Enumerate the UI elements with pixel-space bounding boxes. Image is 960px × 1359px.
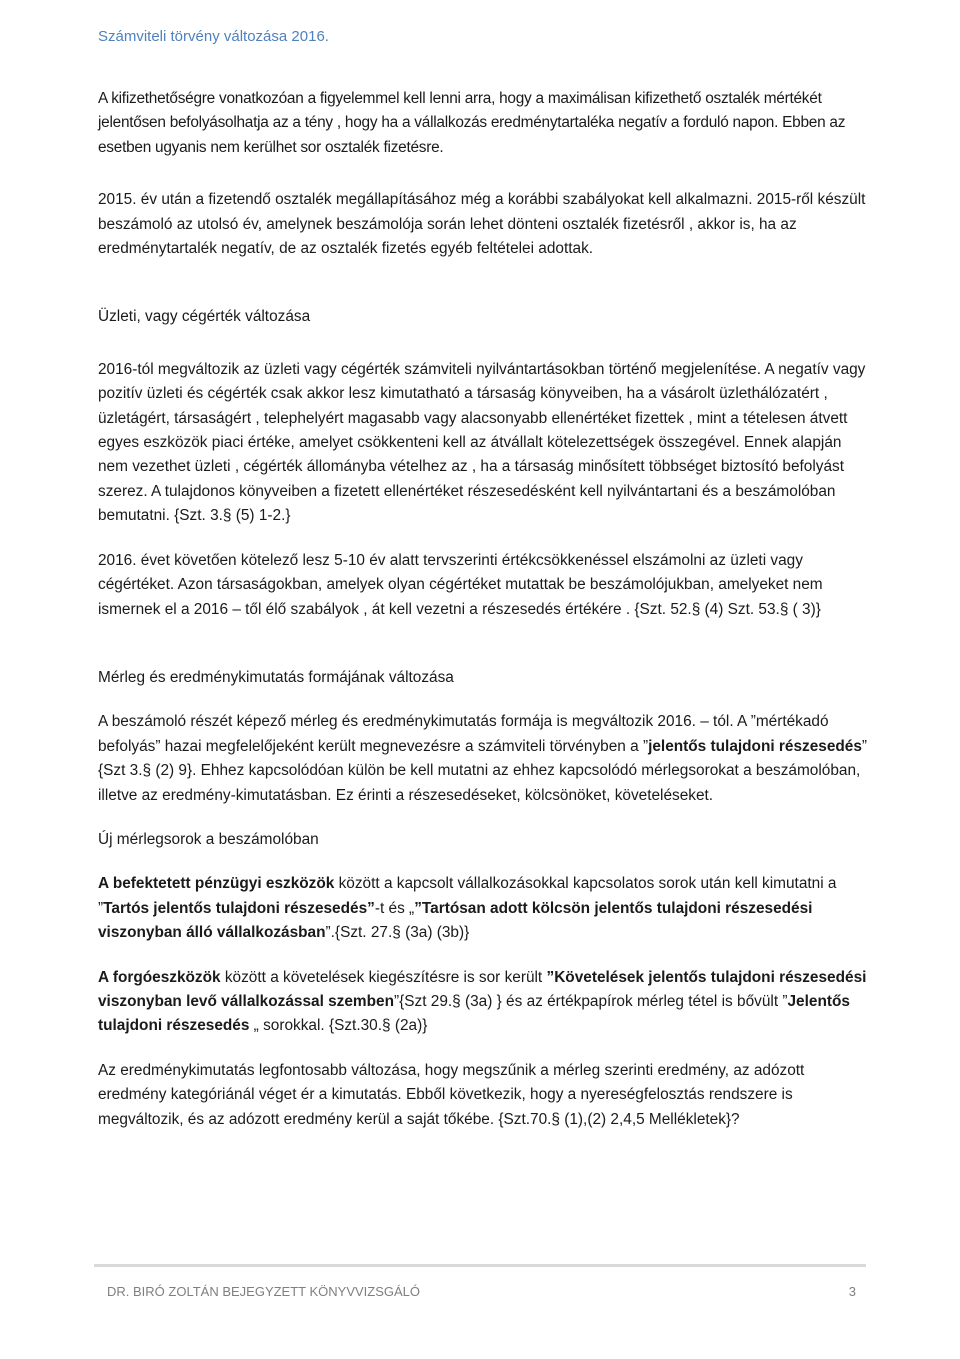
footer-author: DR. BIRÓ ZOLTÁN BEJEGYZETT KÖNYVVIZSGÁLÓ	[107, 1284, 421, 1299]
document-body	[98, 87, 868, 1132]
paragraph-dividend-2015: 2015. év után a fizetendő osztalék megállapításához még a korábbi szabályokat kell alkalmazni. 2015-ről készült beszámoló az utolsó év, amelynek beszámolója során lehet dönteni osztalék fizetésről , akkor is, ha az eredménytartalék negatív, de az osztalék fizetés egyéb feltételei adottak.	[98, 191, 866, 258]
paragraph-financial-assets: A befektetett pénzügyi eszközök között a kapcsolt vállalkozásokkal kapcsolatos sorok után kell kimutatni a ”Tartós jelentős tulajdoni részesedés”-t és „”Tartósan adott kölcsön jelentős tulajdoni részesedési viszonyban álló vállalkozásban”.{Szt. 27.§ (3a) (3b)}	[98, 875, 837, 942]
paragraph-goodwill-depreciation: 2016. évet követően kötelező lesz 5-10 év alatt tervszerinti értékcsökkenéssel elszámolni az üzleti vagy cégértéket. Azon társaságokban, amelyek olyan cégértéket mutattak be beszámolójukban, amelyeket nem ismernek el a 2016 – től élő szabályok , át kell vezetni a részesedés értékére . {Szt. 52.§ (4) Szt. 53.§ ( 3)}	[98, 551, 823, 618]
section-heading-new-rows: Új mérlegsorok a beszámolóban	[98, 830, 319, 848]
page-footer	[94, 1264, 866, 1317]
paragraph-income-statement: Az eredménykimutatás legfontosabb változása, hogy megszűnik a mérleg szerinti eredmény, az adózott eredmény kategóriánál véget ér a kimutatás. Ebből következik, hogy a nyereségfelosztás rendszere is megváltozik, és az adózott eredmény kerül a saját tőkébe. {Szt.70.§ (1),(2) 2,4,5 Mellékletek}?	[98, 1061, 805, 1128]
section-heading-goodwill: Üzleti, vagy cégérték változása	[98, 308, 311, 326]
paragraph-goodwill-2016: 2016-tól megváltozik az üzleti vagy cégérték számviteli nyilvántartásokban történő megjelenítése. A negatív vagy pozitív üzleti és cégérték csak akkor lesz kimutatható a társaság könyveiben, ha a vásárolt üzlethálózatért , üzletágért, társaságért , telephelyért magasabb vagy alacsonyabb ellenértéket fizettek , mint a tételesen átvett egyes eszközök piaci értéke, amelyet csökkenteni kell az átvállalt kötelezettségek összegével. Ennek alapján nem vezethet üzleti , cégérték állományba vételhez az , ha a társaság minősített többséget biztosító befolyást szerez. A tulajdonos könyveiben a fizetett ellenértéket részesedésként kell nyilvántartani és a beszámolóban bemutatni. {Szt. 3.§ (5) 1-2.}	[98, 360, 866, 525]
page-header-title: Számviteli törvény változása 2016.	[98, 28, 329, 45]
section-heading-balance-sheet: Mérleg és eredménykimutatás formájának változása	[98, 668, 454, 686]
paragraph-current-assets: A forgóeszközök között a követelések kiegészítésre is sor került ”Követelések jelentős tulajdoni részesedési viszonyban levő vállalkozással szemben”{Szt 29.§ (3a) } és az értékpapírok mérleg tétel is bővült ”Jelentős tulajdoni részesedés „ sorokkal. {Szt.30.§ (2a)}	[98, 968, 867, 1035]
paragraph-balance-sheet-form: A beszámoló részét képező mérleg és eredménykimutatás formája is megváltozik 2016. – tól. A ”mértékadó befolyás” hazai megfelelőjeként került megnevezésre a számviteli törvényben a ”jelentős tulajdoni részesedés” {Szt 3.§ (2) 9}. Ehhez kapcsolódóan külön be kell mutatni az ehhez kapcsolódó mérlegsorokat a beszámolóban, illetve az eredmény-kimutatásban. Ez érinti a részesedéseket, kölcsönöket, követeléseket.	[98, 713, 868, 804]
footer-page-number: 3	[848, 1284, 856, 1299]
paragraph-dividend-payability: A kifizethetőségre vonatkozóan a figyelemmel kell lenni arra, hogy a maximálisan kifizethető osztalék mértékét jelentősen befolyásolhatja az a tény , hogy ha a vállalkozás eredménytartaléka negatív a forduló napon. Ebben az esetben ugyanis nem kerülhet sor osztalék fizetésre.	[98, 90, 846, 156]
